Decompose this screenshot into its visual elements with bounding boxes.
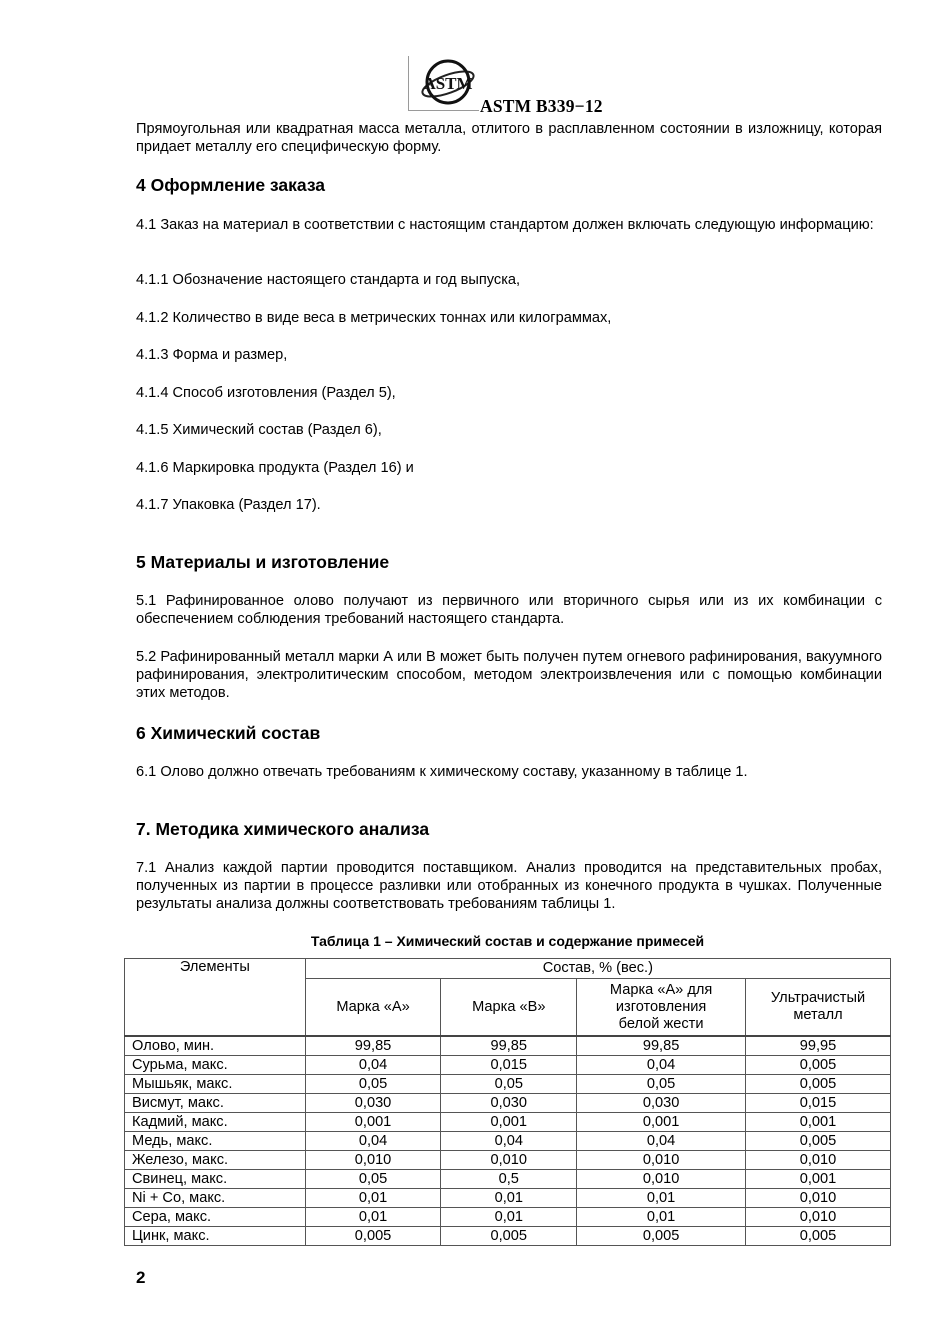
svg-text:ASTM: ASTM (423, 74, 473, 93)
column-header-grade-a: Марка «А» (305, 979, 441, 1037)
value-cell: 0,001 (441, 1113, 577, 1132)
value-cell: 0,010 (577, 1151, 746, 1170)
value-cell: 0,010 (441, 1151, 577, 1170)
table-row (125, 1056, 891, 1075)
value-cell: 0,005 (577, 1227, 746, 1246)
section-5-heading: 5 Материалы и изготовление (136, 552, 390, 572)
value-cell: 0,015 (746, 1094, 891, 1113)
value-cell: 0,01 (305, 1189, 441, 1208)
value-cell: 0,010 (746, 1189, 891, 1208)
document-id: ASTM B339−12 (480, 96, 603, 116)
value-cell: 0,015 (441, 1056, 577, 1075)
element-name-cell: Сурьма, макс. (125, 1056, 306, 1075)
value-cell: 0,001 (746, 1113, 891, 1132)
value-cell: 99,85 (441, 1036, 577, 1056)
table-row (125, 1208, 891, 1227)
value-cell: 0,030 (441, 1094, 577, 1113)
table-row (125, 1132, 891, 1151)
list-item-4-1-7: 4.1.7 Упаковка (Раздел 17). (136, 497, 321, 513)
value-cell: 0,005 (746, 1227, 891, 1246)
column-header-grade-a-tinplate: Марка «А» для изготовления белой жести (577, 979, 746, 1037)
list-item-4-1-1: 4.1.1 Обозначение настоящего стандарта и год выпуска, (136, 272, 521, 288)
element-name-cell: Железо, макс. (125, 1151, 306, 1170)
value-cell: 0,05 (305, 1075, 441, 1094)
table-row (125, 1227, 891, 1246)
value-cell: 0,01 (577, 1189, 746, 1208)
paragraph-7-1: 7.1 Анализ каждой партии проводится поставщиком. Анализ проводится на представительных пробах, полученных из партии в процессе разливки или отобранных из конечного продукта в чушках. Полученные результаты анализа должны соответствовать требованиям таблицы 1. (136, 860, 882, 912)
value-cell: 0,030 (305, 1094, 441, 1113)
astm-logo-icon (419, 58, 477, 108)
section-4-heading: 4 Оформление заказа (136, 175, 326, 195)
value-cell: 0,01 (305, 1208, 441, 1227)
paragraph-5-2: 5.2 Рафинированный металл марки А или В может быть получен путем огневого рафинирования, вакуумного рафинирования, электролитическим способом, методом электроизвлечения или с помощью комбинации этих методов. (136, 649, 882, 701)
element-name-cell: Висмут, макс. (125, 1094, 306, 1113)
value-cell: 0,5 (441, 1170, 577, 1189)
table-row (125, 1151, 891, 1170)
value-cell: 0,010 (746, 1151, 891, 1170)
value-cell: 0,001 (577, 1113, 746, 1132)
value-cell: 0,01 (577, 1208, 746, 1227)
element-name-cell: Кадмий, макс. (125, 1113, 306, 1132)
value-cell: 0,001 (305, 1113, 441, 1132)
section-7-heading: 7. Методика химического анализа (136, 819, 430, 839)
value-cell: 0,04 (441, 1132, 577, 1151)
page-number: 2 (136, 1268, 146, 1287)
value-cell: 0,04 (577, 1056, 746, 1075)
table-row (125, 1036, 891, 1056)
element-name-cell: Медь, макс. (125, 1132, 306, 1151)
table-row (125, 1170, 891, 1189)
chemical-composition-table (124, 958, 891, 1246)
column-header-ultrapure: Ультрачистый металл (746, 979, 891, 1037)
intro-paragraph: Прямоугольная или квадратная масса металла, отлитого в расплавленном состоянии в изложницу, которая придает металлу его специфическую форму. (136, 121, 882, 155)
list-item-4-1-6: 4.1.6 Маркировка продукта (Раздел 16) и (136, 460, 414, 476)
value-cell: 0,005 (441, 1227, 577, 1246)
column-group-header-composition: Состав, % (вес.) (305, 959, 890, 979)
value-cell: 0,001 (746, 1170, 891, 1189)
element-name-cell: Мышьяк, макс. (125, 1075, 306, 1094)
value-cell: 0,04 (305, 1132, 441, 1151)
value-cell: 99,95 (746, 1036, 891, 1056)
column-header-elements: Элементы (125, 959, 306, 1037)
element-name-cell: Сера, макс. (125, 1208, 306, 1227)
section-6-heading: 6 Химический состав (136, 723, 321, 743)
element-name-cell: Ni + Co, макс. (125, 1189, 306, 1208)
value-cell: 0,010 (746, 1208, 891, 1227)
value-cell: 0,01 (441, 1189, 577, 1208)
value-cell: 0,010 (305, 1151, 441, 1170)
value-cell: 0,04 (577, 1132, 746, 1151)
list-item-4-1-4: 4.1.4 Способ изготовления (Раздел 5), (136, 385, 396, 401)
table-row (125, 1189, 891, 1208)
value-cell: 0,05 (441, 1075, 577, 1094)
table-row (125, 1113, 891, 1132)
paragraph-6-1: 6.1 Олово должно отвечать требованиям к химическому составу, указанному в таблице 1. (136, 764, 748, 780)
document-header (408, 56, 628, 114)
list-item-4-1-2: 4.1.2 Количество в виде веса в метрических тоннах или килограммах, (136, 310, 612, 326)
value-cell: 0,010 (577, 1170, 746, 1189)
element-name-cell: Цинк, макс. (125, 1227, 306, 1246)
value-cell: 0,05 (577, 1075, 746, 1094)
table-row (125, 1094, 891, 1113)
value-cell: 0,005 (305, 1227, 441, 1246)
table-caption: Таблица 1 – Химический состав и содержание примесей (310, 933, 705, 949)
value-cell: 0,04 (305, 1056, 441, 1075)
value-cell: 0,030 (577, 1094, 746, 1113)
logo-frame (408, 56, 479, 111)
paragraph-4-1: 4.1 Заказ на материал в соответствии с настоящим стандартом должен включать следующую информацию: (136, 217, 874, 233)
value-cell: 99,85 (577, 1036, 746, 1056)
list-item-4-1-3: 4.1.3 Форма и размер, (136, 347, 288, 363)
element-name-cell: Олово, мин. (125, 1036, 306, 1056)
table-row (125, 1075, 891, 1094)
value-cell: 0,01 (441, 1208, 577, 1227)
value-cell: 0,005 (746, 1132, 891, 1151)
value-cell: 0,005 (746, 1075, 891, 1094)
element-name-cell: Свинец, макс. (125, 1170, 306, 1189)
list-item-4-1-5: 4.1.5 Химический состав (Раздел 6), (136, 422, 382, 438)
value-cell: 99,85 (305, 1036, 441, 1056)
value-cell: 0,05 (305, 1170, 441, 1189)
paragraph-5-1: 5.1 Рафинированное олово получают из первичного или вторичного сырья или из их комбинации с обеспечением соблюдения требований настоящего стандарта. (136, 593, 882, 627)
column-header-grade-b: Марка «В» (441, 979, 577, 1037)
value-cell: 0,005 (746, 1056, 891, 1075)
